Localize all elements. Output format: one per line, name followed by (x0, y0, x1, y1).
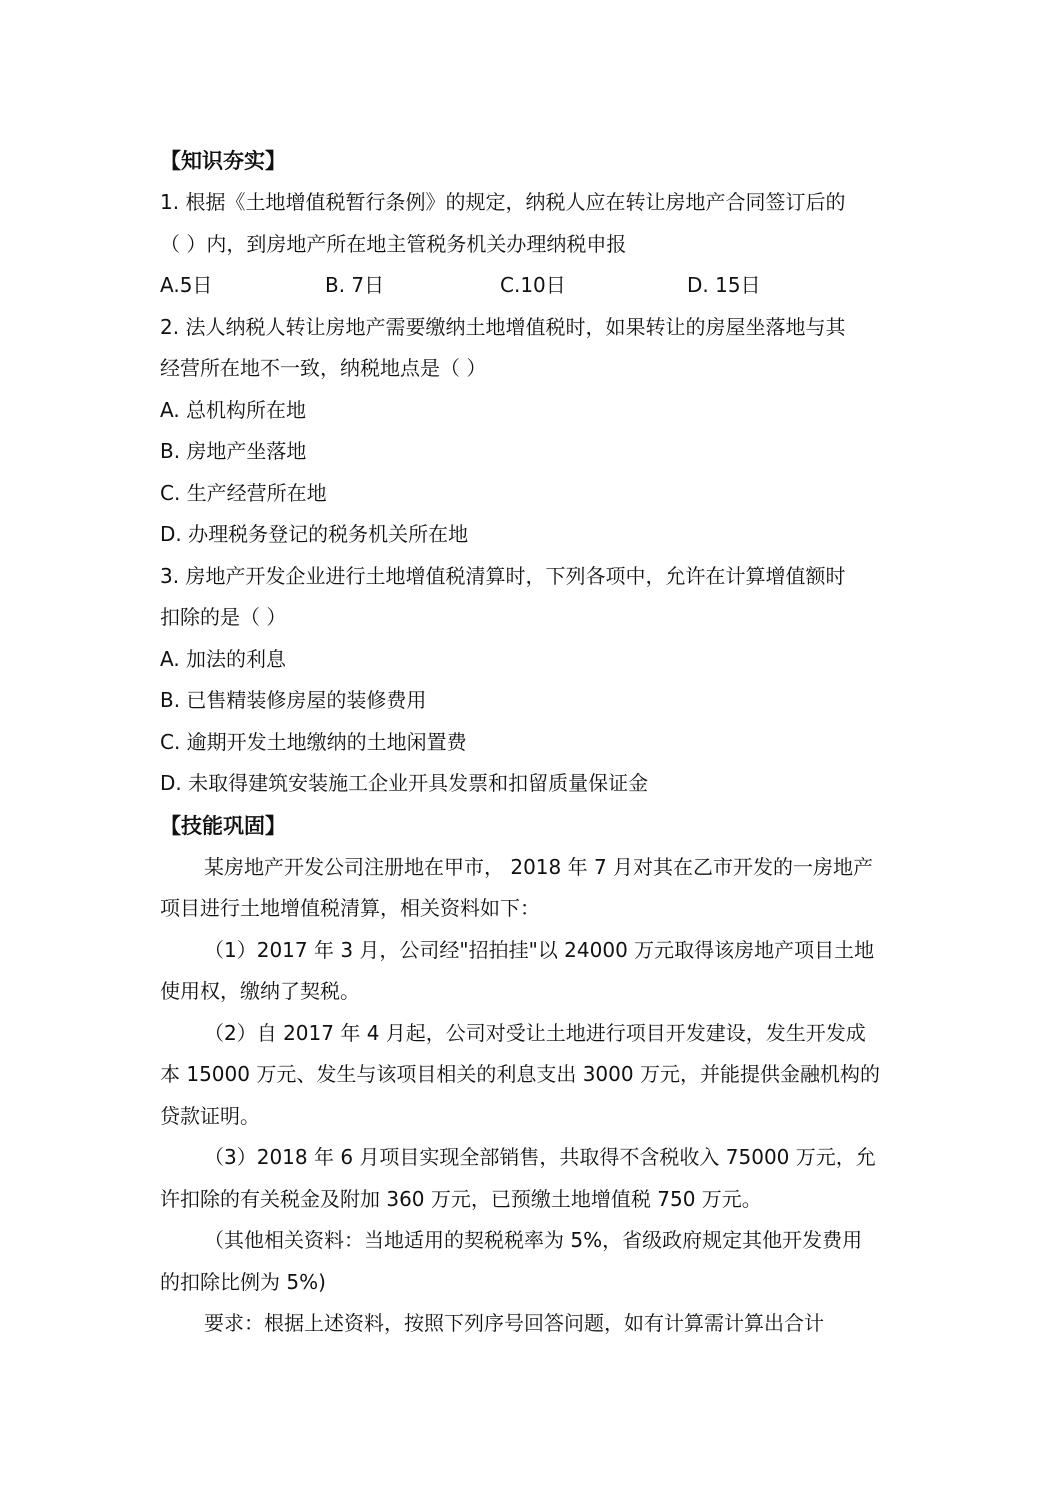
question-3-option-b: B. 已售精装修房屋的装修费用 (160, 688, 427, 712)
question-1-option-a: A.5日 (160, 273, 213, 297)
case-requirement: 要求：根据上述资料，按照下列序号回答问题，如有计算需计算出合计 (204, 1311, 824, 1335)
section-title-knowledge: 【知识夯实】 (160, 149, 286, 173)
question-1-options (160, 265, 900, 307)
case-item-1-line-2: 使用权，缴纳了契税。 (160, 979, 360, 1003)
question-3-option-c: C. 逾期开发土地缴纳的土地闲置费 (160, 729, 467, 754)
question-1-option-c: C.10日 (500, 273, 566, 297)
case-other-info-line-1: （其他相关资料：当地适用的契税税率为 5%，省级政府规定其他开发费用 (204, 1228, 863, 1252)
case-item-2-line-2: 本 15000 万元、发生与该项目相关的利息支出 3000 万元，并能提供金融机构的 (160, 1062, 880, 1086)
question-2-option-b: B. 房地产坐落地 (160, 439, 307, 463)
case-item-3-line-1: （3）2018 年 6 月项目实现全部销售，共取得不含税收入 75000 万元，允 (204, 1145, 876, 1169)
question-3-line-2: 扣除的是（ ） (160, 605, 287, 629)
section-title-skills: 【技能巩固】 (160, 813, 286, 838)
question-2-line-1: 2. 法人纳税人转让房地产需要缴纳土地增值税时，如果转让的房屋坐落地与其 (160, 314, 846, 339)
case-intro-line-2: 项目进行土地增值税清算，相关资料如下： (160, 896, 540, 920)
case-other-info-line-2: 的扣除比例为 5%) (160, 1269, 326, 1294)
question-3-option-a: A. 加法的利息 (160, 646, 287, 671)
question-2-option-c: C. 生产经营所在地 (160, 480, 327, 505)
question-1-option-b: B. 7日 (325, 273, 385, 297)
document-page (160, 140, 900, 1345)
question-3-line-1: 3. 房地产开发企业进行土地增值税清算时，下列各项中，允许在计算增值额时 (160, 563, 846, 588)
question-2-option-d: D. 办理税务登记的税务机关所在地 (160, 522, 469, 546)
question-1-line-1: 1. 根据《土地增值税暂行条例》的规定，纳税人应在转让房地产合同签订后的 (160, 190, 846, 214)
question-1-option-d: D. 15日 (687, 273, 761, 297)
question-1-line-2: （ ）内，到房地产所在地主管税务机关办理纳税申报 (160, 231, 627, 256)
case-item-2-line-3: 贷款证明。 (160, 1103, 260, 1128)
case-intro-line-1: 某房地产开发公司注册地在甲市， 2018 年 7 月对其在乙市开发的一房地产 (204, 854, 874, 879)
case-item-3-line-2: 许扣除的有关税金及附加 360 万元，已预缴土地增值税 750 万元。 (160, 1186, 762, 1211)
question-2-option-a: A. 总机构所在地 (160, 397, 307, 422)
case-item-1-line-1: （1）2017 年 3 月，公司经"招拍挂"以 24000 万元取得该房地产项目土地 (204, 937, 875, 962)
case-item-2-line-1: （2）自 2017 年 4 月起，公司对受让土地进行项目开发建设，发生开发成 (204, 1020, 866, 1045)
question-2-line-2: 经营所在地不一致，纳税地点是（ ） (160, 356, 487, 380)
question-3-option-d: D. 未取得建筑安装施工企业开具发票和扣留质量保证金 (160, 771, 649, 795)
